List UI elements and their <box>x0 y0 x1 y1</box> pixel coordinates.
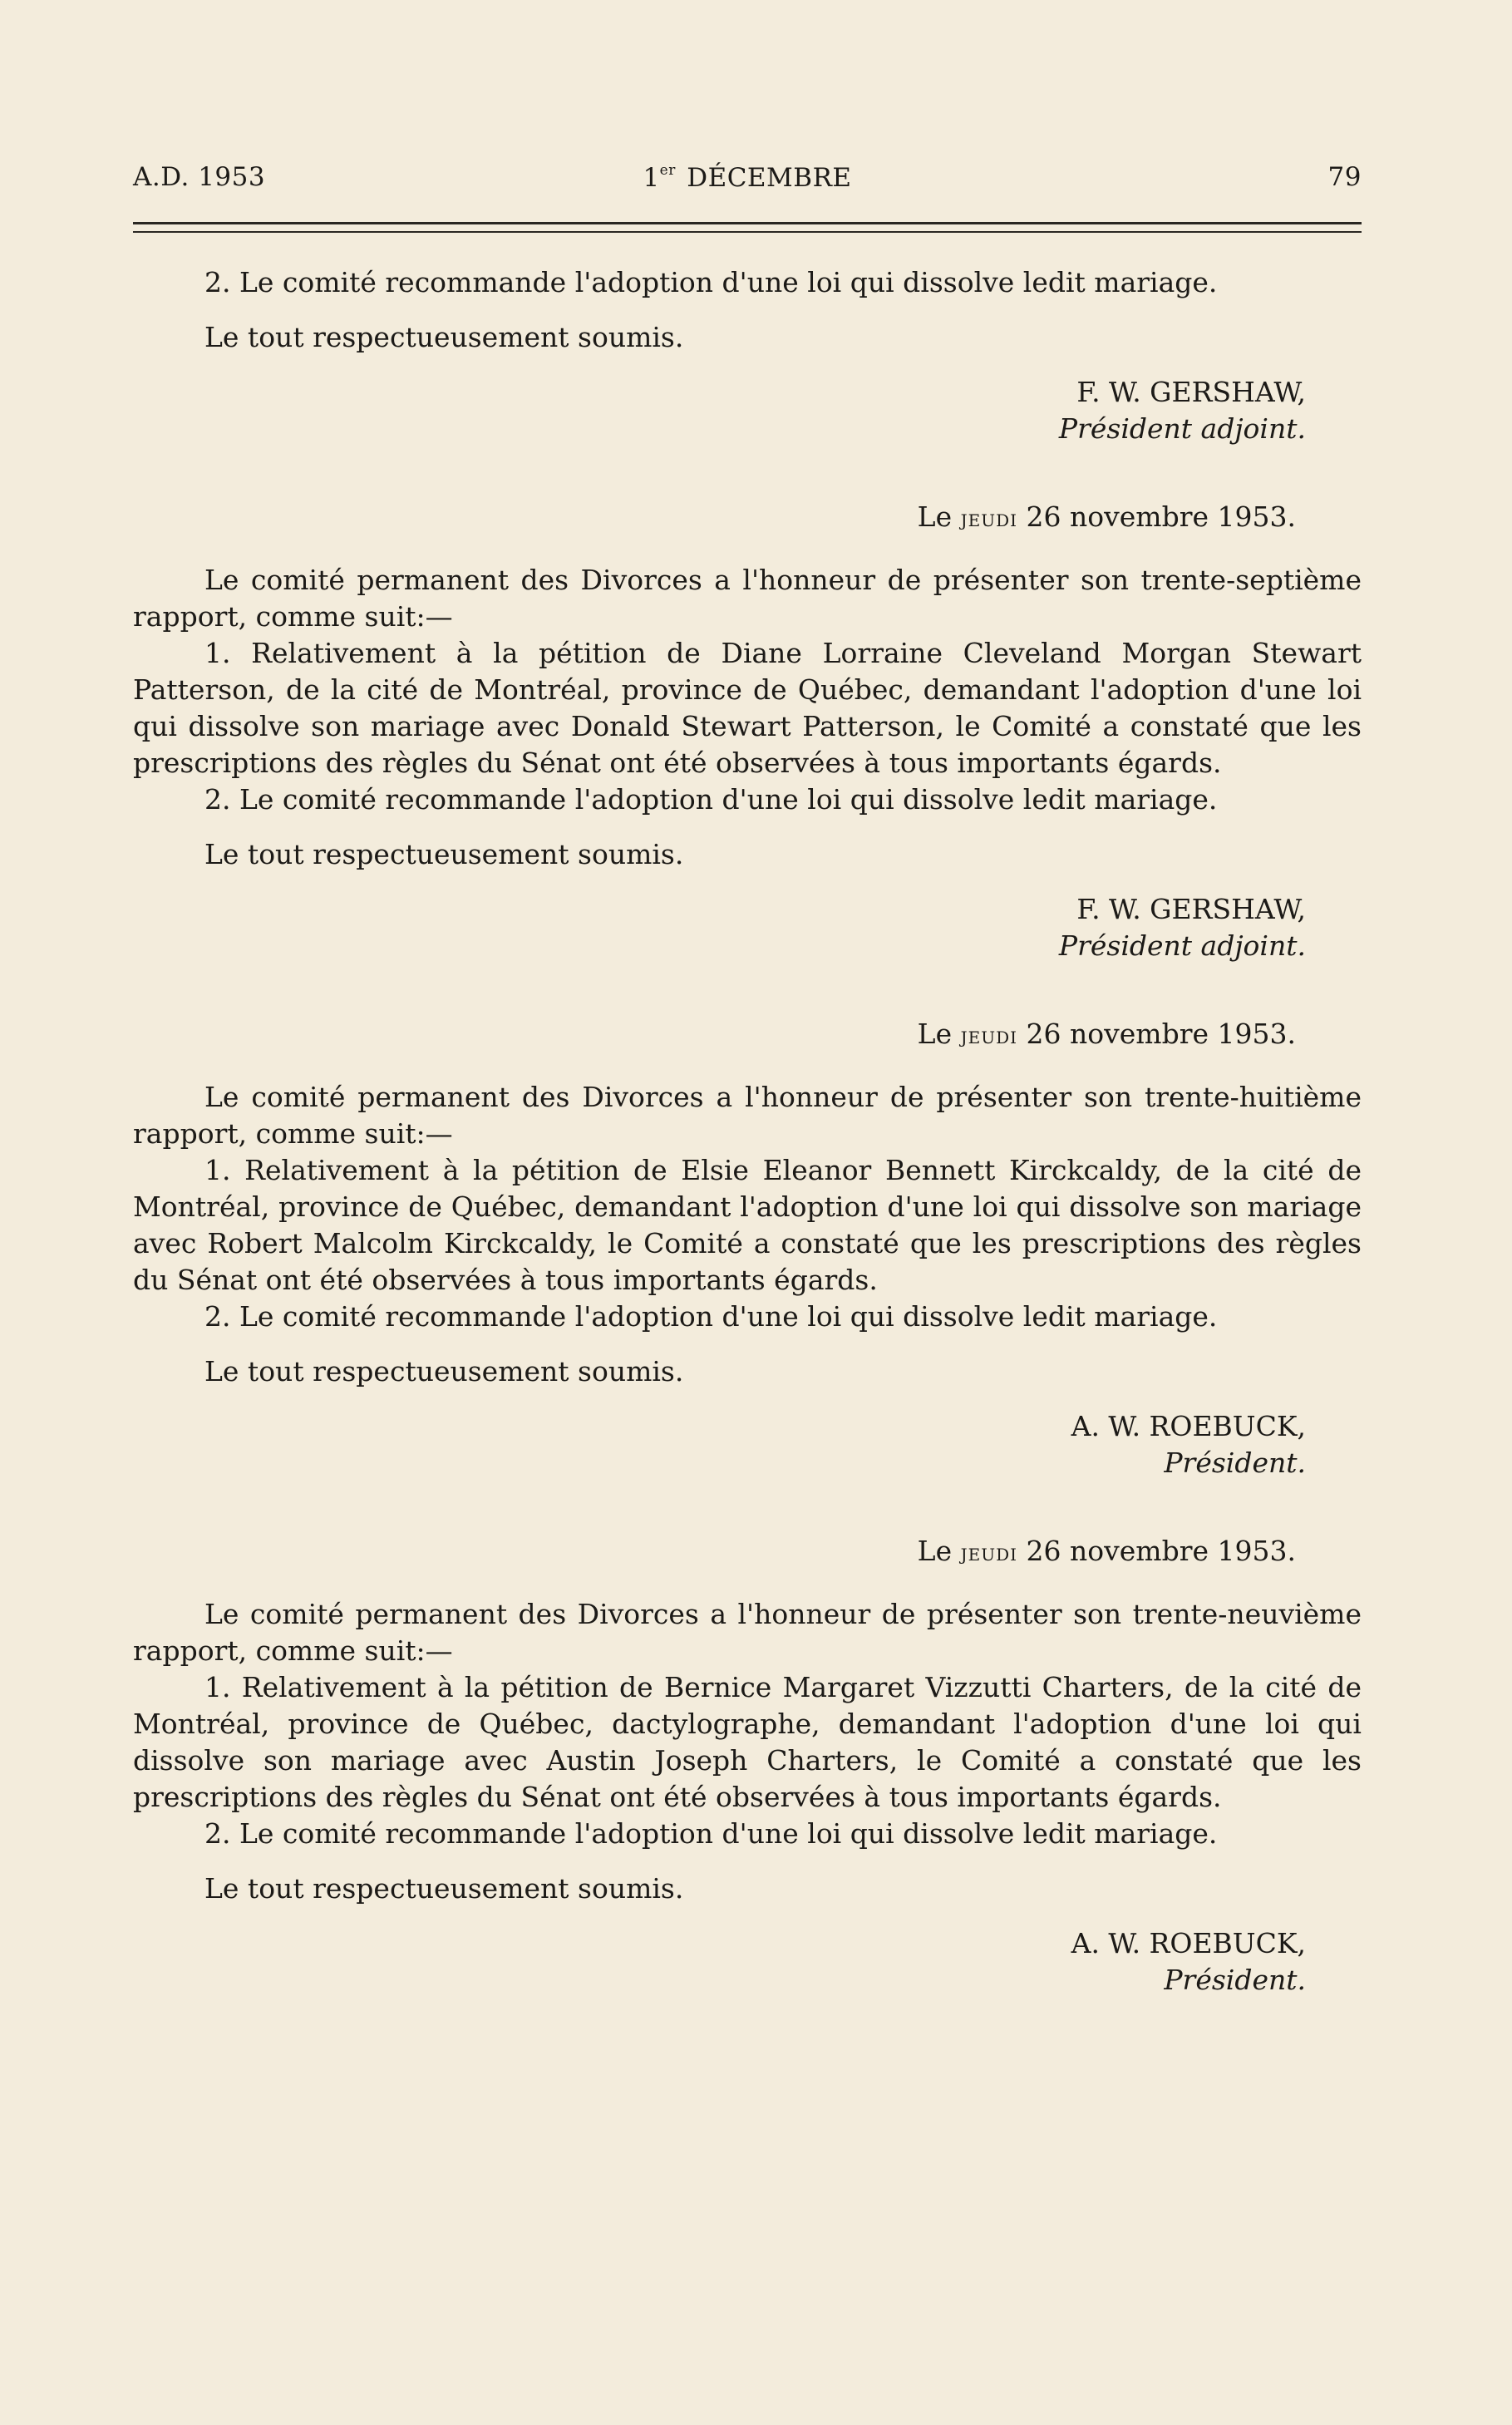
signature-block <box>133 1925 1362 1999</box>
signer-name: A. W. ROEBUCK, <box>1071 1410 1306 1442</box>
signature-block <box>133 891 1362 964</box>
header-rule-bottom <box>133 231 1362 233</box>
recommendation-paragraph: 2. Le comité recommande l'adoption d'une loi qui dissolve ledit mariage. <box>204 1817 1218 1850</box>
signer-title: Président adjoint. <box>1058 412 1306 445</box>
signer-title: Président. <box>1164 1964 1306 1996</box>
page-header <box>133 162 1362 204</box>
petition-paragraph: 1. Relativement à la pétition de Bernice Margaret Vizzutti Charters, de la cité de Montréal, province de Québec, dactylographe, demandant l'adoption d'une loi qui dissolve son mariage avec Austin Joseph Charters, le Comité a constaté que les prescriptions des règles du Sénat ont été observées à tous importants égards. <box>133 1671 1362 1813</box>
closing-line: Le tout respectueusement soumis. <box>204 1872 684 1905</box>
report-date: Le jeudi 26 novembre 1953. <box>917 1535 1296 1567</box>
date-weekday: jeudi <box>960 1022 1018 1049</box>
header-rule-top <box>133 222 1362 224</box>
report-date: Le jeudi 26 novembre 1953. <box>917 1018 1296 1050</box>
signer-name: A. W. ROEBUCK, <box>1071 1927 1306 1959</box>
recommendation-paragraph: 2. Le comité recommande l'adoption d'une loi qui dissolve ledit mariage. <box>204 266 1218 298</box>
date-weekday: jeudi <box>960 1539 1018 1566</box>
page-number: 79 <box>1327 162 1362 192</box>
signer-name: F. W. GERSHAW, <box>1076 376 1306 408</box>
signer-title: Président. <box>1164 1447 1306 1479</box>
date-weekday: jeudi <box>960 505 1018 532</box>
signature-block <box>133 1408 1362 1481</box>
report-intro: Le comité permanent des Divorces a l'honneur de présenter son trente-huitième rapport, comme suit:— <box>133 1081 1362 1150</box>
header-year: A.D. 1953 <box>133 162 266 192</box>
document-body <box>133 264 1362 1999</box>
closing-line: Le tout respectueusement soumis. <box>204 321 684 353</box>
signer-title: Président adjoint. <box>1058 929 1306 962</box>
header-day-suffix: er <box>659 162 676 179</box>
report-intro: Le comité permanent des Divorces a l'honneur de présenter son trente-septième rapport, comme suit:— <box>133 564 1362 633</box>
closing-line: Le tout respectueusement soumis. <box>204 838 684 870</box>
signer-name: F. W. GERSHAW, <box>1076 893 1306 925</box>
signature-block <box>133 374 1362 447</box>
recommendation-paragraph: 2. Le comité recommande l'adoption d'une loi qui dissolve ledit mariage. <box>204 783 1218 816</box>
petition-paragraph: 1. Relativement à la pétition de Diane Lorraine Cleveland Morgan Stewart Patterson, de la cité de Montréal, province de Québec, demandant l'adoption d'une loi qui dissolve son mariage avec Donald Stewart Patterson, le Comité a constaté que les prescriptions des règles du Sénat ont été observées à tous importants égards. <box>133 637 1362 779</box>
header-month: DÉCEMBRE <box>687 163 852 193</box>
recommendation-paragraph: 2. Le comité recommande l'adoption d'une loi qui dissolve ledit mariage. <box>204 1300 1218 1333</box>
report-intro: Le comité permanent des Divorces a l'honneur de présenter son trente-neuvième rapport, comme suit:— <box>133 1598 1362 1667</box>
petition-paragraph: 1. Relativement à la pétition de Elsie Eleanor Bennett Kirckcaldy, de la cité de Montréal, province de Québec, demandant l'adoption d'une loi qui dissolve son mariage avec Robert Malcolm Kirckcaldy, le Comité a constaté que les prescriptions des règles du Sénat ont été observées à tous importants égards. <box>133 1154 1362 1296</box>
header-day: 1 <box>643 163 660 193</box>
report-date: Le jeudi 26 novembre 1953. <box>917 500 1296 533</box>
header-date <box>133 162 1362 193</box>
closing-line: Le tout respectueusement soumis. <box>204 1355 684 1387</box>
